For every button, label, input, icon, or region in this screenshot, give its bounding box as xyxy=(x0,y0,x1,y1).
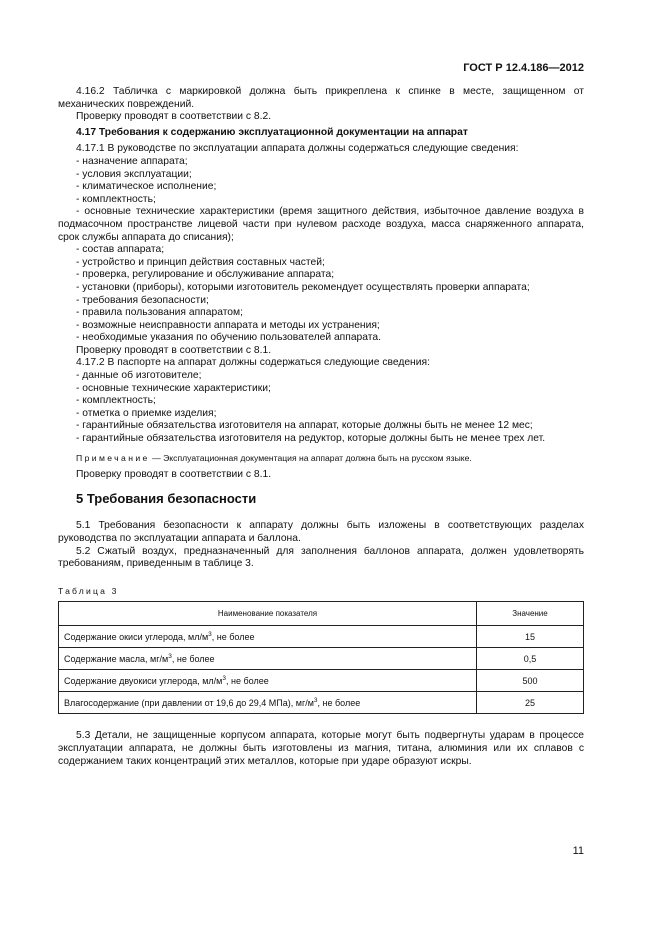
list-item: - необходимые указания по обучению пользователей аппарата. xyxy=(76,332,381,344)
para-4-17-2: 4.17.2 В паспорте на аппарат должны содержаться следующие сведения: xyxy=(76,357,430,369)
value-cell: 500 xyxy=(477,670,584,692)
list-item: - комплектность; xyxy=(76,193,156,205)
para-5-1: 5.1 Требования безопасности к аппарату должны быть изложены в соответствующих разделах руководства по эксплуатации аппарата и баллона. xyxy=(58,520,584,544)
list-item: - основные технические характеристики (время защитного действия, избыточное давление воздуха в подмасочном пространстве лицевой части при нулевом расходе воздуха, масса снаряженного аппарата, срок службы аппарата до списания); xyxy=(58,206,584,243)
list-item: - данные об изготовителе; xyxy=(76,370,202,382)
list-item: - требования безопасности; xyxy=(76,294,209,306)
list-item: - условия эксплуатации; xyxy=(76,168,192,180)
list-item: - гарантийные обязательства изготовителя на редуктор, которые должны быть не менее трех лет. xyxy=(76,433,546,445)
para-5-2: 5.2 Сжатый воздух, предназначенный для заполнения баллонов аппарата, должен удовлетворять требованиям, приведенным в таблице 3. xyxy=(58,545,584,570)
list-item: - основные технические характеристики; xyxy=(76,382,271,394)
column-header-value: Значение xyxy=(477,602,584,626)
list-item: - устройство и принцип действия составных частей; xyxy=(76,256,325,268)
list-item: - назначение аппарата; xyxy=(76,155,188,167)
table-row xyxy=(59,648,584,670)
para-5-3: 5.3 Детали, не защищенные корпусом аппарата, которые могут быть подвергнуты ударам в процессе эксплуатации аппарата, не должны быть изготовлены из магния, титана, алюминия или их сплавов с содержанием таких концентраций этих металлов, которые при ударе образуют искры. xyxy=(58,730,584,767)
note xyxy=(58,452,584,465)
standard-header: ГОСТ Р 12.4.186—2012 xyxy=(463,62,584,74)
value-cell: 25 xyxy=(477,692,584,714)
column-header-indicator: Наименование показателя xyxy=(59,602,477,626)
table-row xyxy=(59,692,584,714)
table-caption: Таблица 3 xyxy=(58,585,119,596)
value-cell: 15 xyxy=(477,626,584,648)
check-8-1: Проверку проводят в соответствии с 8.1. xyxy=(76,344,272,356)
check-8-1-second: Проверку проводят в соответствии с 8.1. xyxy=(76,469,272,481)
indicator-cell: Влагосодержание (при давлении от 19,6 до 29,4 МПа), $мг/м^3$, не более xyxy=(59,692,477,714)
list-item: - возможные неисправности аппарата и методы их устранения; xyxy=(76,319,380,331)
page-content xyxy=(58,86,584,768)
list-item: - гарантийные обязательства изготовителя на аппарат, которые должны быть не менее 12 мес; xyxy=(76,420,533,432)
indicator-cell: Содержание окиси углерода, $мл/м^3$, не более xyxy=(59,626,477,648)
list-item: - состав аппарата; xyxy=(76,244,165,256)
table-row xyxy=(59,670,584,692)
table-header-row xyxy=(59,602,584,626)
air-requirements-table xyxy=(58,601,584,714)
note-label: Примечание xyxy=(76,452,150,463)
value-cell: 0,5 xyxy=(477,648,584,670)
list-item: - климатическое исполнение; xyxy=(76,181,217,193)
manual-contents-list xyxy=(58,156,584,345)
list-item: - установки (приборы), которыми изготовитель рекомендует осуществлять проверки аппарата; xyxy=(76,281,530,293)
indicator-cell: Содержание двуокиси углерода, $мл/м^3$, не более xyxy=(59,670,477,692)
list-item: - проверка, регулирование и обслуживание аппарата; xyxy=(76,269,335,281)
para-4-17-1: 4.17.1 В руководстве по эксплуатации аппарата должны содержаться следующие сведения: xyxy=(76,143,519,155)
para-4-16-2: 4.16.2 Табличка с маркировкой должна быть прикреплена к спинке в месте, защищенном от механических повреждений. xyxy=(58,86,584,110)
heading-section-5: 5 Требования безопасности xyxy=(76,490,257,506)
heading-4-17: 4.17 Требования к содержанию эксплуатационной документации на аппарат xyxy=(76,126,468,138)
page-number: 11 xyxy=(572,845,584,857)
list-item: - комплектность; xyxy=(76,395,156,407)
passport-contents-list xyxy=(58,370,584,446)
indicator-cell: Содержание масла, $мг/м^3$, не более xyxy=(59,648,477,670)
check-8-2: Проверку проводят в соответствии с 8.2. xyxy=(76,111,272,123)
table-row xyxy=(59,626,584,648)
note-text: — Эксплуатационная документация на аппарат должна быть на русском языке. xyxy=(149,452,472,463)
list-item: - правила пользования аппаратом; xyxy=(76,307,243,319)
list-item: - отметка о приемке изделия; xyxy=(76,407,217,419)
